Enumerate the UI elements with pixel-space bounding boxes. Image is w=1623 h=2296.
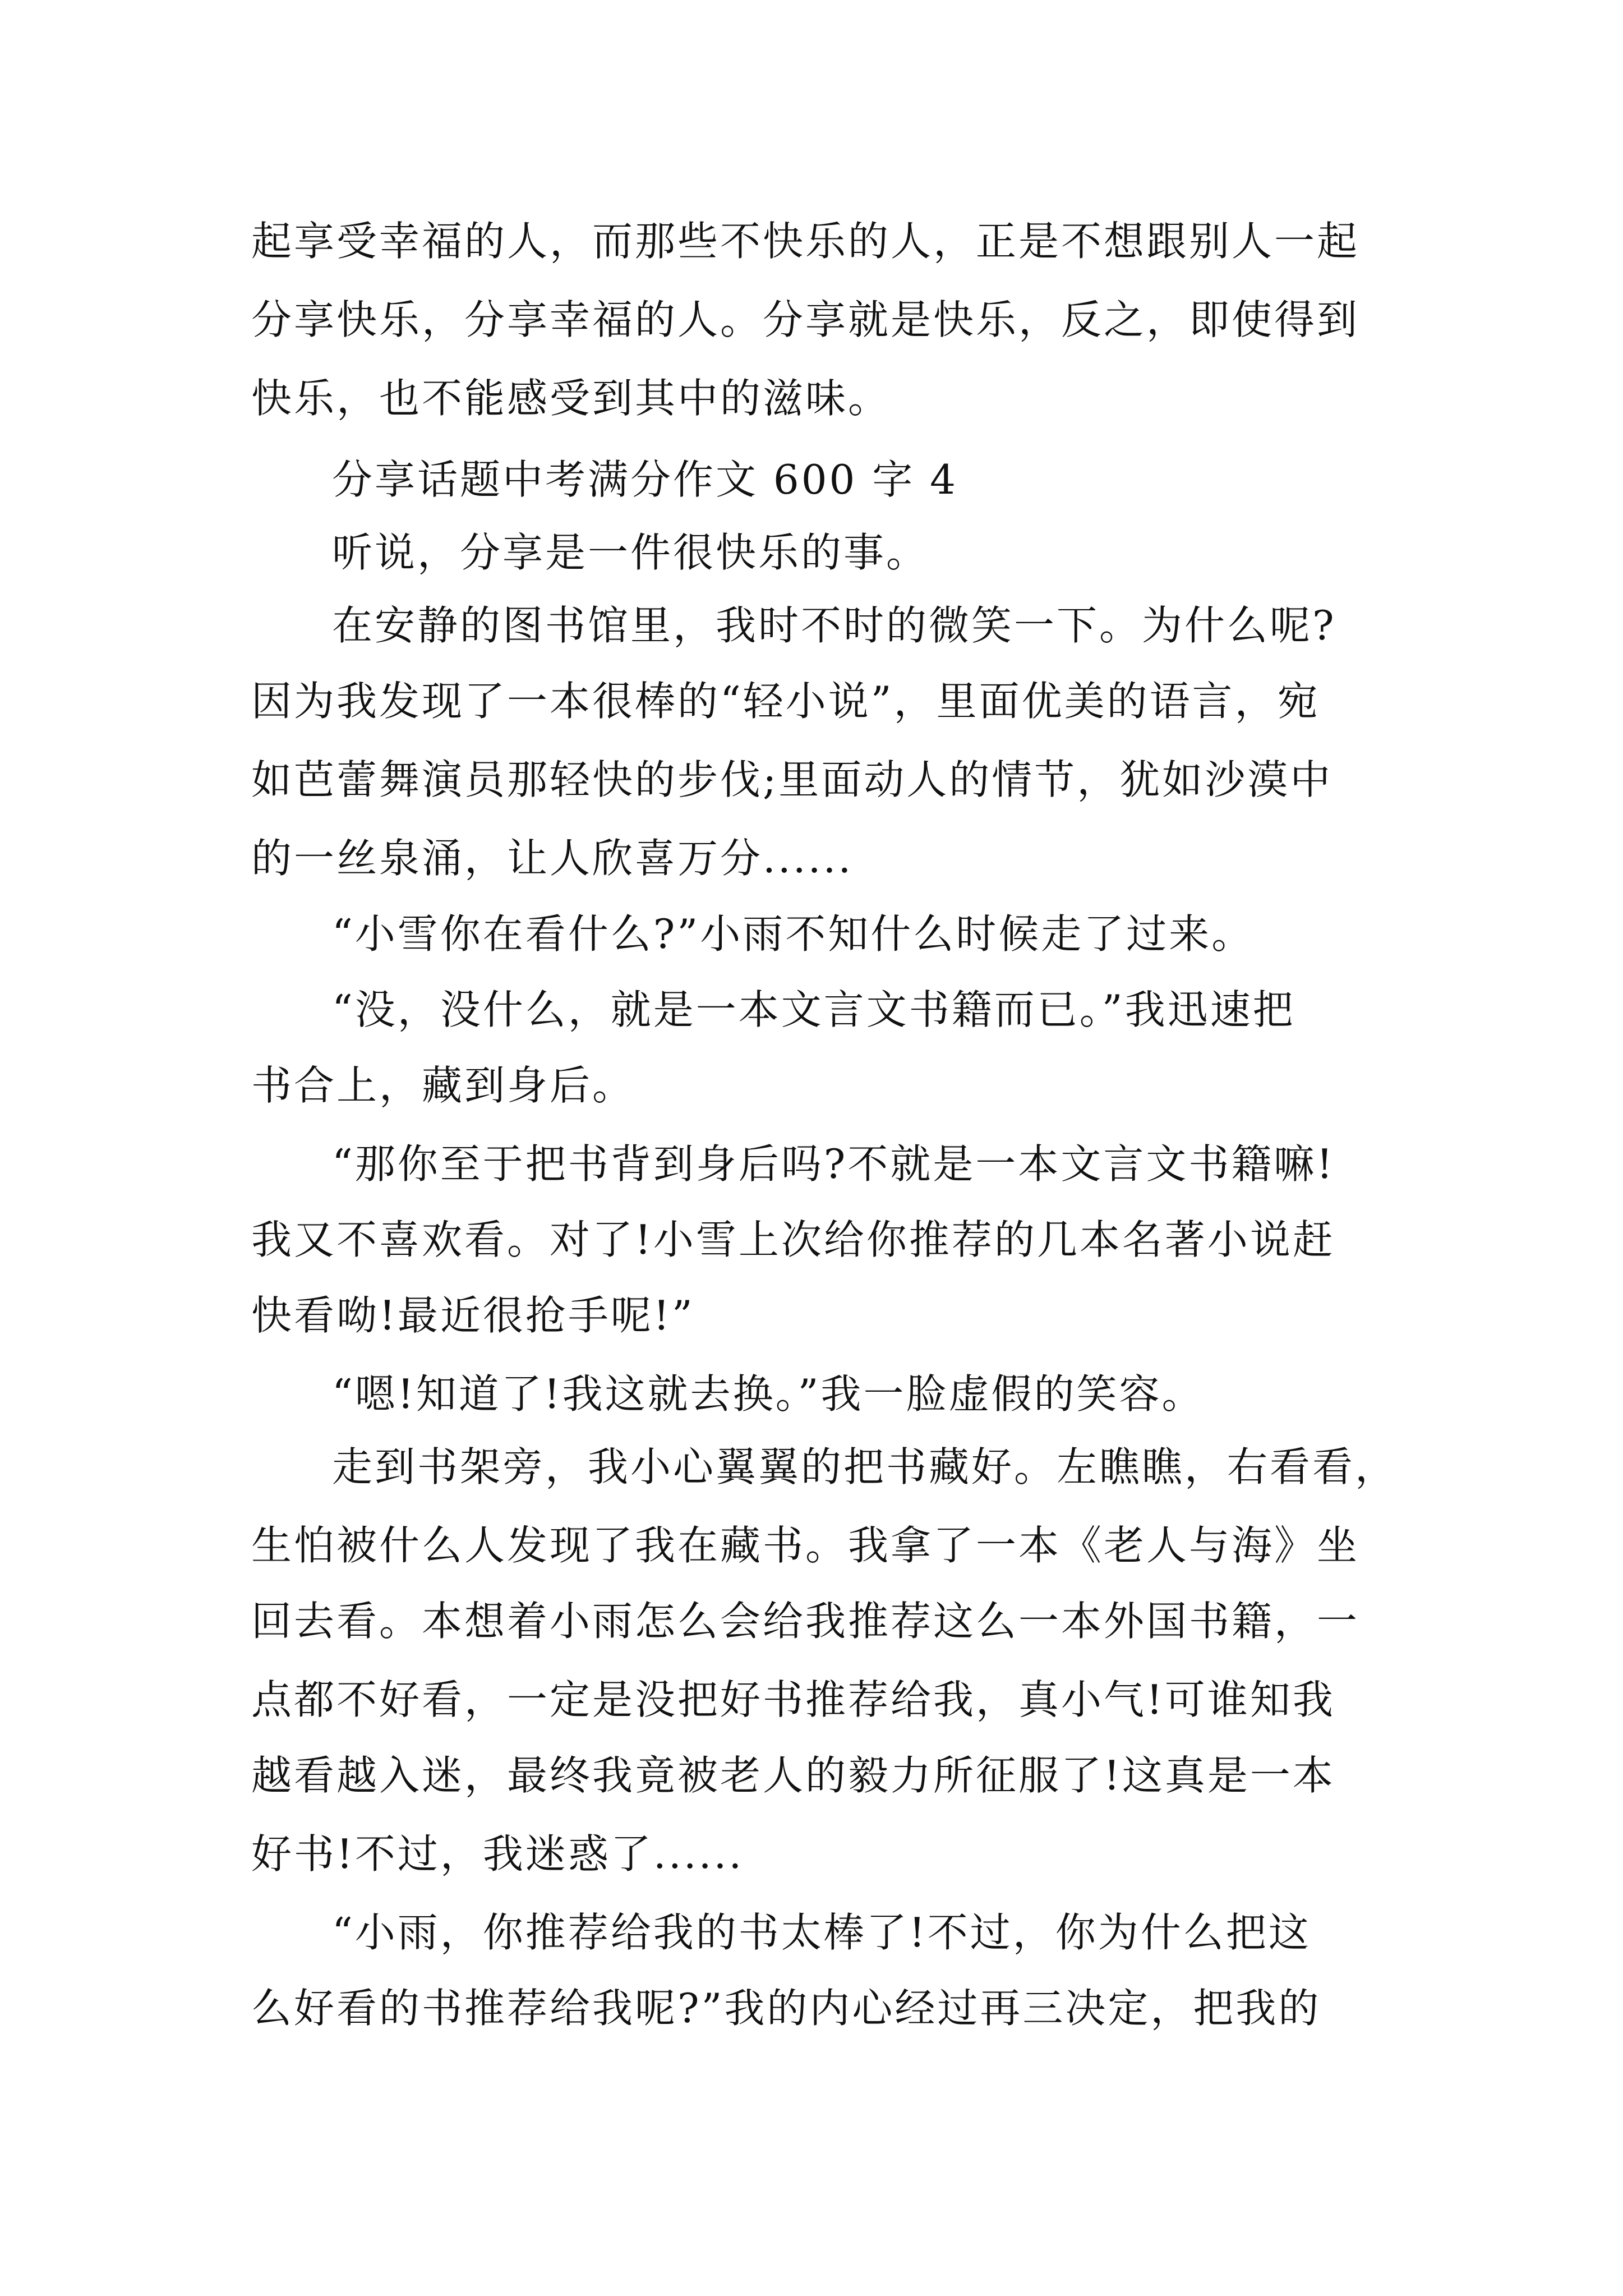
text-line: 走到书架旁，我小心翼翼的把书藏好。左瞧瞧，右看看， <box>332 1443 1398 1490</box>
text-line: 点都不好看，一定是没把好书推荐给我，真小气!可谁知我 <box>251 1676 1335 1723</box>
section-heading: 分享话题中考满分作文 600 字 4 <box>332 456 958 503</box>
text-line: 回去看。本想着小雨怎么会给我推荐这么一本外国书籍，一 <box>251 1598 1360 1645</box>
text-line: 听说，分享是一件很快乐的事。 <box>332 529 929 576</box>
text-line: 生怕被什么人发现了我在藏书。我拿了一本《老人与海》坐 <box>251 1522 1360 1569</box>
text-line: 越看越入迷，最终我竟被老人的毅力所征服了!这真是一本 <box>251 1752 1335 1799</box>
text-line: 快看呦!最近很抢手呢!” <box>251 1292 695 1339</box>
text-line: 我又不喜欢看。对了!小雪上次给你推荐的几本名著小说赶 <box>251 1216 1335 1263</box>
text-line: “嗯!知道了!我这就去换。”我一脸虚假的笑容。 <box>332 1370 1205 1418</box>
text-line: 起享受幸福的人，而那些不快乐的人，正是不想跟别人一起 <box>251 218 1360 265</box>
text-line: 因为我发现了一本很棒的“轻小说”，里面优美的语言，宛 <box>251 678 1320 725</box>
text-line: “小雪你在看什么?”小雨不知什么时候走了过来。 <box>332 910 1255 958</box>
text-line: “小雨，你推荐给我的书太棒了!不过，你为什么把这 <box>332 1909 1311 1956</box>
text-line: 么好看的书推荐给我呢?”我的内心经过再三决定，把我的 <box>251 1985 1321 2032</box>
text-line: “没，没什么，就是一本文言文书籍而已。”我迅速把 <box>332 986 1295 1033</box>
text-line: 的一丝泉涌，让人欣喜万分...... <box>251 835 854 882</box>
text-line: 如芭蕾舞演员那轻快的步伐;里面动人的情节，犹如沙漠中 <box>251 756 1333 803</box>
text-line: 书合上，藏到身后。 <box>251 1062 635 1109</box>
text-line: “那你至于把书背到身后吗?不就是一本文言文书籍嘛! <box>332 1140 1335 1188</box>
text-line: 快乐，也不能感受到其中的滋味。 <box>251 375 891 422</box>
text-line: 在安静的图书馆里，我时不时的微笑一下。为什么呢? <box>332 602 1336 649</box>
text-line: 分享快乐，分享幸福的人。分享就是快乐，反之，即使得到 <box>251 296 1360 343</box>
text-line: 好书!不过，我迷惑了...... <box>251 1830 744 1878</box>
